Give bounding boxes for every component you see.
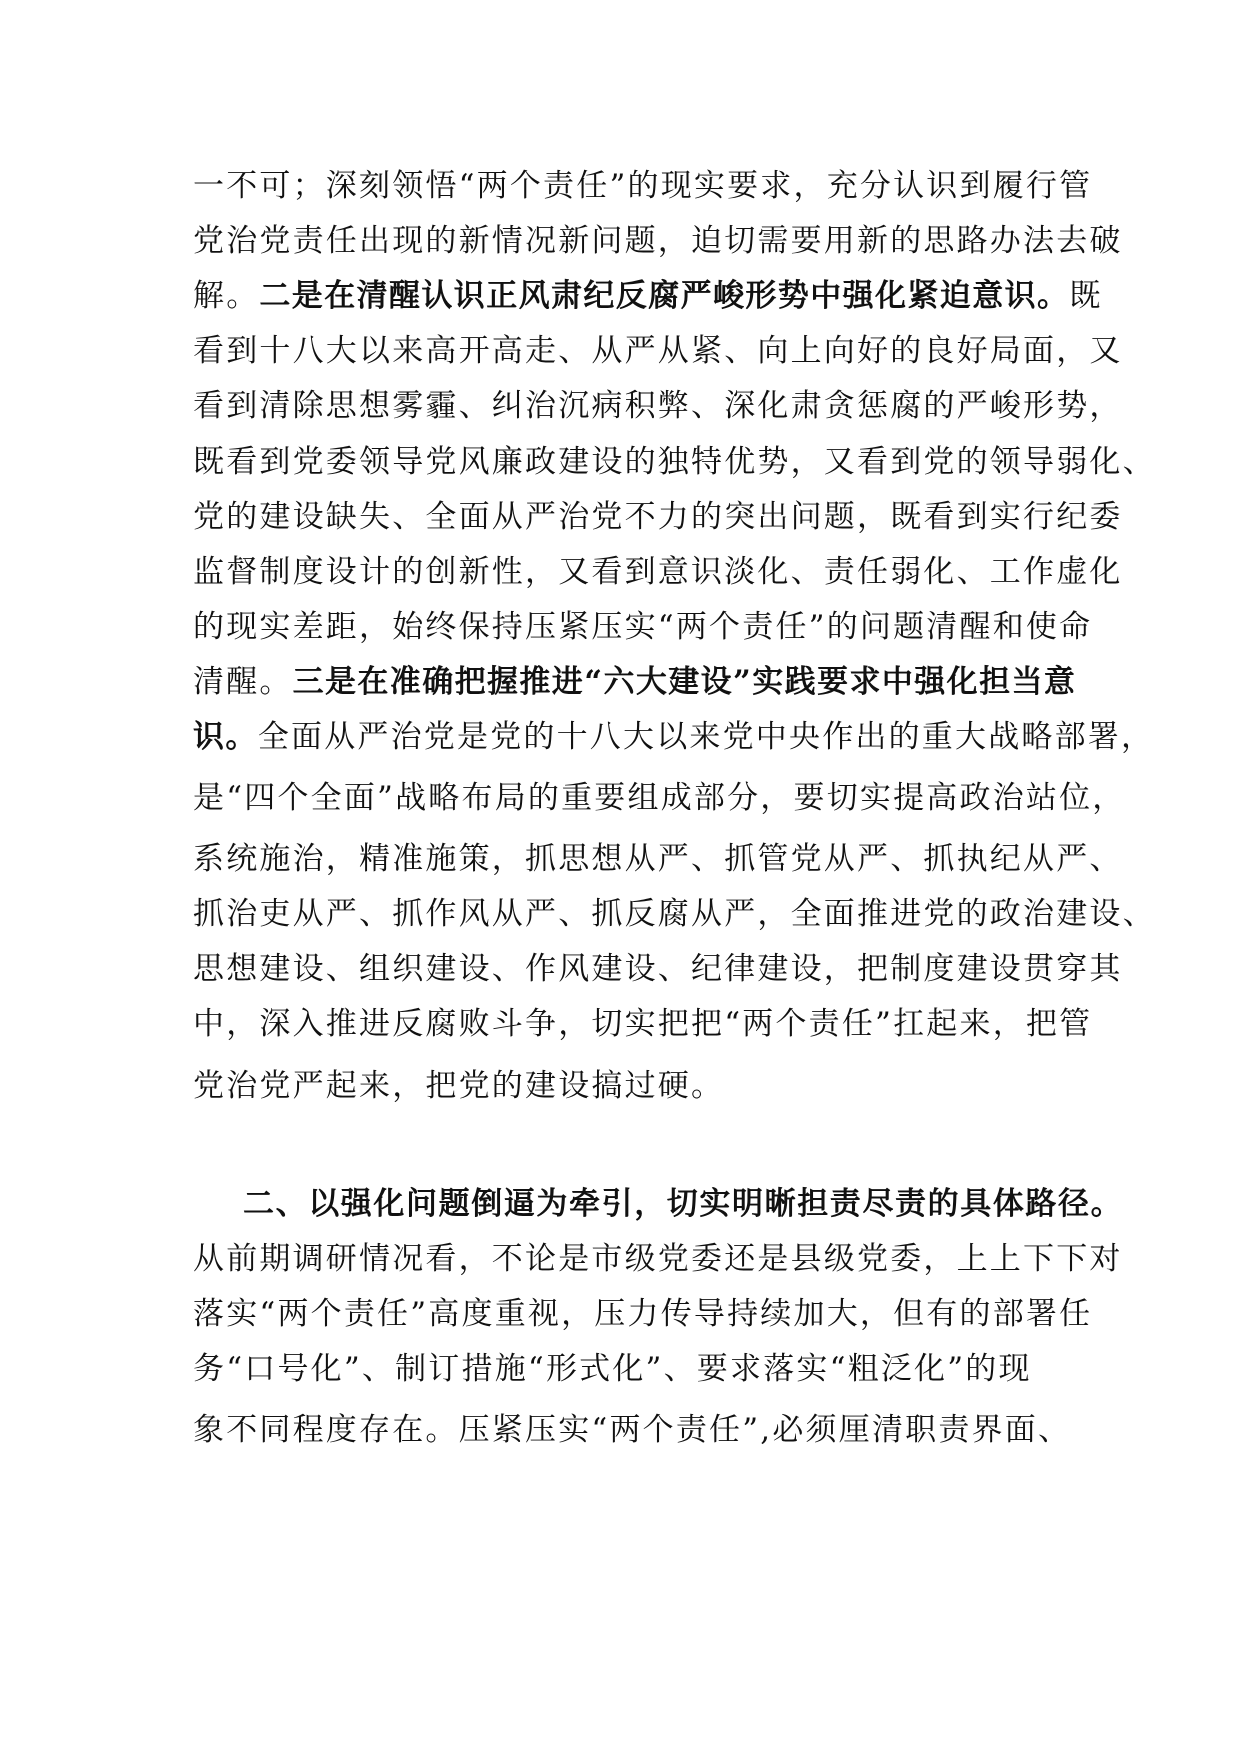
body-line: 务“口号化”、制订措施“形式化”、要求落实“粗泛化”的现 xyxy=(193,1351,1032,1387)
body-line: 象不同程度存在。压紧压实“两个责任”,必须厘清职责界面、 xyxy=(193,1412,1072,1448)
body-line xyxy=(193,276,1103,316)
body-line: 抓治吏从严、抓作风从严、抓反腐从严，全面推进党的政治建设、 xyxy=(193,896,1156,932)
section-heading: 二、以强化问题倒逼为牵引，切实明晰担责尽责的具体路径。 xyxy=(243,1186,1124,1222)
body-line: 看到清除思想雾霾、纠治沉病积弊、深化肃贪惩腐的严峻形势， xyxy=(193,388,1123,424)
body-line: 中，深入推进反腐败斗争，切实把把“两个责任”扛起来，把管 xyxy=(193,1006,1093,1042)
body-line: 一不可；深刻领悟“两个责任”的现实要求，充分认识到履行管 xyxy=(193,168,1093,204)
body-line: 既看到党委领导党风廉政建设的独特优势，又看到党的领导弱化、 xyxy=(193,444,1156,480)
body-line xyxy=(193,662,1077,702)
body-line xyxy=(193,717,1155,757)
bold-subheading: 识。 xyxy=(193,719,258,755)
body-line: 党治党严起来，把党的建设搞过硬。 xyxy=(193,1068,725,1104)
body-text: 既 xyxy=(1069,278,1103,314)
bold-subheading: 三是在准确把握推进“六大建设”实践要求中强化担当意 xyxy=(292,664,1077,700)
body-line: 思想建设、组织建设、作风建设、纪律建设，把制度建设贯穿其 xyxy=(193,951,1123,987)
bold-subheading: 二是在清醒认识正风肃纪反腐严峻形势中强化紧迫意识。 xyxy=(259,278,1070,314)
body-text: 全面从严治党是党的十八大以来党中央作出的重大战略部署， xyxy=(257,719,1155,755)
body-line: 是“四个全面”战略布局的重要组成部分，要切实提高政治站位， xyxy=(193,780,1126,816)
body-line: 党的建设缺失、全面从严治党不力的突出问题，既看到实行纪委 xyxy=(193,499,1123,535)
body-text: 清醒。 xyxy=(193,664,293,700)
body-line: 监督制度设计的创新性，又看到意识淡化、责任弱化、工作虚化 xyxy=(193,554,1123,590)
body-line: 看到十八大以来高开高走、从严从紧、向上向好的良好局面，又 xyxy=(193,333,1123,369)
body-text: 解。 xyxy=(193,278,260,314)
body-line: 党治党责任出现的新情况新问题，迫切需要用新的思路办法去破 xyxy=(193,223,1123,259)
body-line: 的现实差距，始终保持压紧压实“两个责任”的问题清醒和使命 xyxy=(193,609,1093,645)
body-line: 从前期调研情况看，不论是市级党委还是县级党委，上上下下对 xyxy=(193,1241,1123,1277)
body-line: 落实“两个责任”高度重视，压力传导持续加大，但有的部署任 xyxy=(193,1296,1093,1332)
body-line: 系统施治，精准施策，抓思想从严、抓管党从严、抓执纪从严、 xyxy=(193,841,1123,877)
